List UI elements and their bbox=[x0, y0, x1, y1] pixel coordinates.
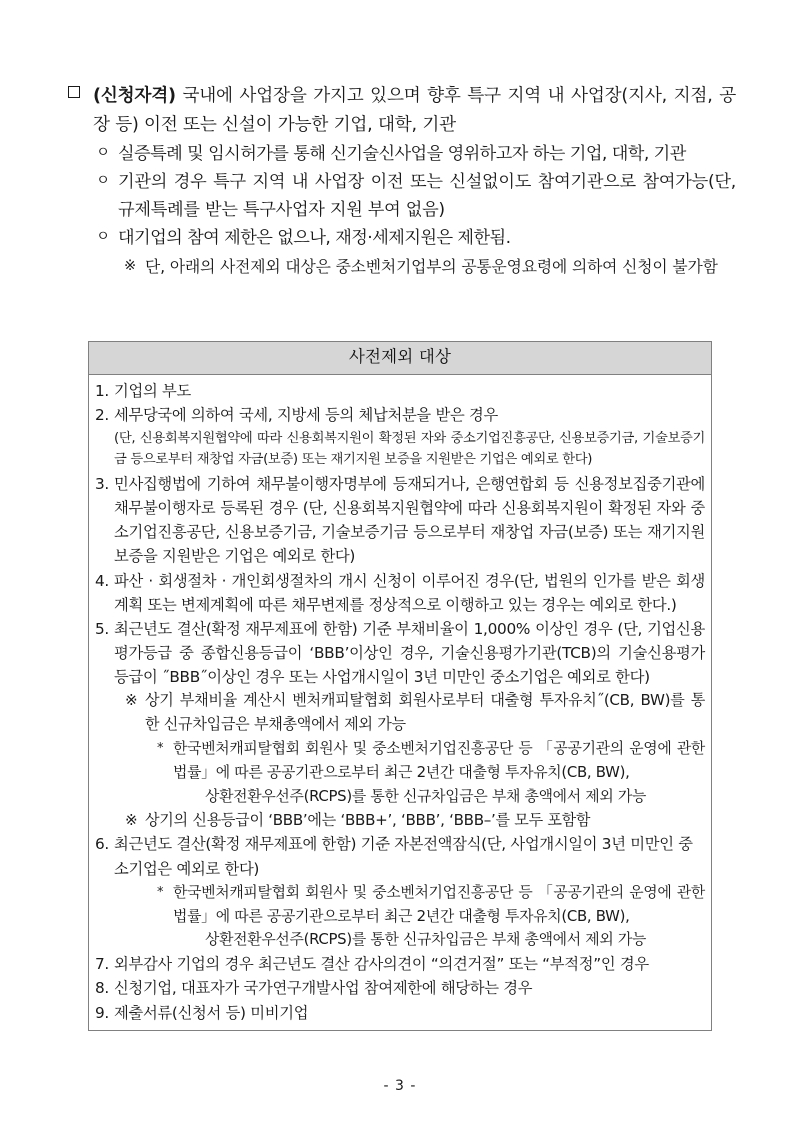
asterisk-icon: * bbox=[157, 884, 164, 900]
eligibility-note-text: 단, 아래의 사전제외 대상은 중소벤처기업부의 공통운영요령에 의하여 신청이 불가함 bbox=[145, 257, 718, 277]
eligibility-note bbox=[124, 254, 736, 280]
item-number: 5. bbox=[95, 619, 109, 638]
eligibility-label: (신청자격) bbox=[93, 86, 176, 106]
circle-bullet-icon: ㅇ bbox=[96, 145, 110, 161]
table-row bbox=[95, 976, 705, 1000]
circle-bullet-icon: ㅇ bbox=[96, 173, 110, 190]
eligibility-main-body bbox=[93, 82, 736, 139]
item-text: 파산 · 회생절차 · 개인회생절차의 개시 신청이 이루어진 경우(단, 법원의 인가를 받은 회생계획 또는 변제계획에 따른 채무변제를 정상적으로 이행하고 있는 경우는 예외로 한다.) bbox=[114, 571, 705, 614]
reference-mark-icon: ※ bbox=[125, 691, 138, 710]
item5-asterisk-note-text: 한국벤처캐피탈협회 회원사 및 중소벤처기업진흥공단 등 「공공기관의 운영에 관한 법률」에 따른 공공기관으로부터 최근 2년간 대출형 투자유치(CB, BW), bbox=[173, 738, 705, 781]
table-row bbox=[95, 379, 705, 403]
item-text: 기업의 부도 bbox=[114, 381, 191, 400]
exclusion-table-body bbox=[89, 375, 711, 1030]
item-text: 세무당국에 의하여 국세, 지방세 등의 체납처분을 받은 경우 bbox=[114, 405, 498, 424]
item-number: 6. bbox=[95, 835, 109, 854]
item5-asterisk-note-cont: 상환전환우선주(RCPS)를 통한 신규차입금은 부채 총액에서 제외 가능 bbox=[205, 786, 647, 805]
item-number: 9. bbox=[95, 1003, 109, 1022]
item-number: 8. bbox=[95, 979, 109, 998]
eligibility-main-item bbox=[68, 82, 736, 139]
table-row bbox=[95, 403, 705, 427]
item-number: 4. bbox=[95, 571, 109, 590]
eligibility-sub-item-2 bbox=[96, 224, 736, 252]
item5-rating-note-text: 상기의 신용등급이 ‘BBB’에는 ‘BBB+’, ‘BBB’, ‘BBB–’를 모두 포함함 bbox=[145, 810, 591, 829]
item6-asterisk-note-text: 한국벤처캐피탈협회 회원사 및 중소벤처기업진흥공단 등 「공공기관의 운영에 관한 법률」에 따른 공공기관으로부터 최근 2년간 대출형 투자유치(CB, BW), bbox=[173, 882, 705, 925]
item5-asterisk-note bbox=[157, 737, 705, 785]
eligibility-section bbox=[68, 82, 736, 280]
item5-star-note-text: 상기 부채비율 계산시 벤처캐피탈협회 회원사로부터 대출형 투자유치˝(CB, BW)를 통한 신규차입금은 부채총액에서 제외 가능 bbox=[145, 691, 705, 734]
item5-star-note bbox=[125, 689, 705, 737]
item-text: 외부감사 기업의 경우 최근년도 결산 감사의견이 “의견거절” 또는 “부적정”인 경우 bbox=[114, 955, 649, 974]
eligibility-sub-text-0: 실증특례 및 임시허가를 통해 신기술신사업을 영위하고자 하는 기업, 대학, 기관 bbox=[118, 144, 686, 164]
page-number: - 3 - bbox=[383, 1078, 417, 1094]
asterisk-icon: * bbox=[157, 740, 164, 756]
checkbox-icon bbox=[68, 82, 93, 108]
item-number: 2. bbox=[95, 405, 109, 424]
reference-mark-icon: ※ bbox=[125, 810, 138, 829]
circle-bullet-icon: ㅇ bbox=[96, 229, 110, 246]
item-number: 7. bbox=[95, 955, 109, 974]
item6-asterisk-note bbox=[157, 881, 705, 929]
exclusion-table bbox=[88, 341, 712, 1031]
table-row bbox=[95, 472, 705, 569]
item-text: 신청기업, 대표자가 국가연구개발사업 참여제한에 해당하는 경우 bbox=[114, 979, 533, 998]
eligibility-sub-item-1 bbox=[96, 168, 736, 224]
item-number: 1. bbox=[95, 381, 109, 400]
eligibility-main-text: 국내에 사업장을 가지고 있으며 향후 특구 지역 내 사업장(지사, 지점, 공장 등) 이전 또는 신설이 가능한 기업, 대학, 기관 bbox=[93, 86, 736, 135]
table-row bbox=[95, 617, 705, 689]
eligibility-sub-text-1: 기관의 경우 특구 지역 내 사업장 이전 또는 신설없이도 참여기관으로 참여가능(단, 규제특례를 받는 특구사업자 지원 부여 없음) bbox=[118, 172, 736, 221]
item-text: 제출서류(신청서 등) 미비기업 bbox=[114, 1003, 309, 1022]
reference-mark-icon: ※ bbox=[124, 258, 136, 275]
table-row bbox=[95, 569, 705, 617]
table-row bbox=[95, 832, 705, 880]
item-text: 최근년도 결산(확정 재무제표에 한함) 기준 부채비율이 1,000% 이상인 경우 (단, 기업신용평가등급 중 종합신용등급이 ‘BBB’이상인 경우, 기술신용평가기관(TCB)의 기술신용평가 등급이 ˝BBB˝이상인 경우 또는 사업개시일이 3년 미만인 중소기업은 예외로 한다) bbox=[114, 619, 705, 687]
item-text: 최근년도 결산(확정 재무제표에 한함) 기준 자본전액잠식(단, 사업개시일이 3년 미만인 중소기업은 예외로 한다) bbox=[114, 835, 693, 878]
item-note: (단, 신용회복지원협약에 따라 신용회복지원이 확정된 자와 중소기업진흥공단, 신용보증기금, 기술보증기금 등으로부터 재창업 자금(보증) 또는 재기지원 보증을 지원받은 기업은 예외로 한다) bbox=[114, 430, 705, 468]
item5-rating-note bbox=[125, 809, 705, 833]
item6-asterisk-note-cont: 상환전환우선주(RCPS)를 통한 신규차입금은 부채 총액에서 제외 가능 bbox=[205, 930, 647, 949]
item-text: 민사집행법에 기하여 채무불이행자명부에 등재되거나, 은행연합회 등 신용정보집중기관에 채무불이행자로 등록된 경우 (단, 신용회복지원협약에 따라 신용회복지원이 확정된 자와 중소기업진흥공단, 신용보증기금, 기술보증기금 등으로부터 재창업 자금(보증) 또는 재기지원 보증을 지원받은 기업은 예외로 한다) bbox=[114, 474, 705, 566]
table-row bbox=[95, 1001, 705, 1025]
eligibility-sub-text-2: 대기업의 참여 제한은 없으나, 재정·세제지원은 제한됨. bbox=[118, 228, 511, 249]
table-row bbox=[95, 952, 705, 976]
item-number: 3. bbox=[95, 474, 109, 493]
exclusion-table-header: 사전제외 대상 bbox=[89, 342, 711, 375]
eligibility-sub-item-0 bbox=[96, 140, 736, 168]
